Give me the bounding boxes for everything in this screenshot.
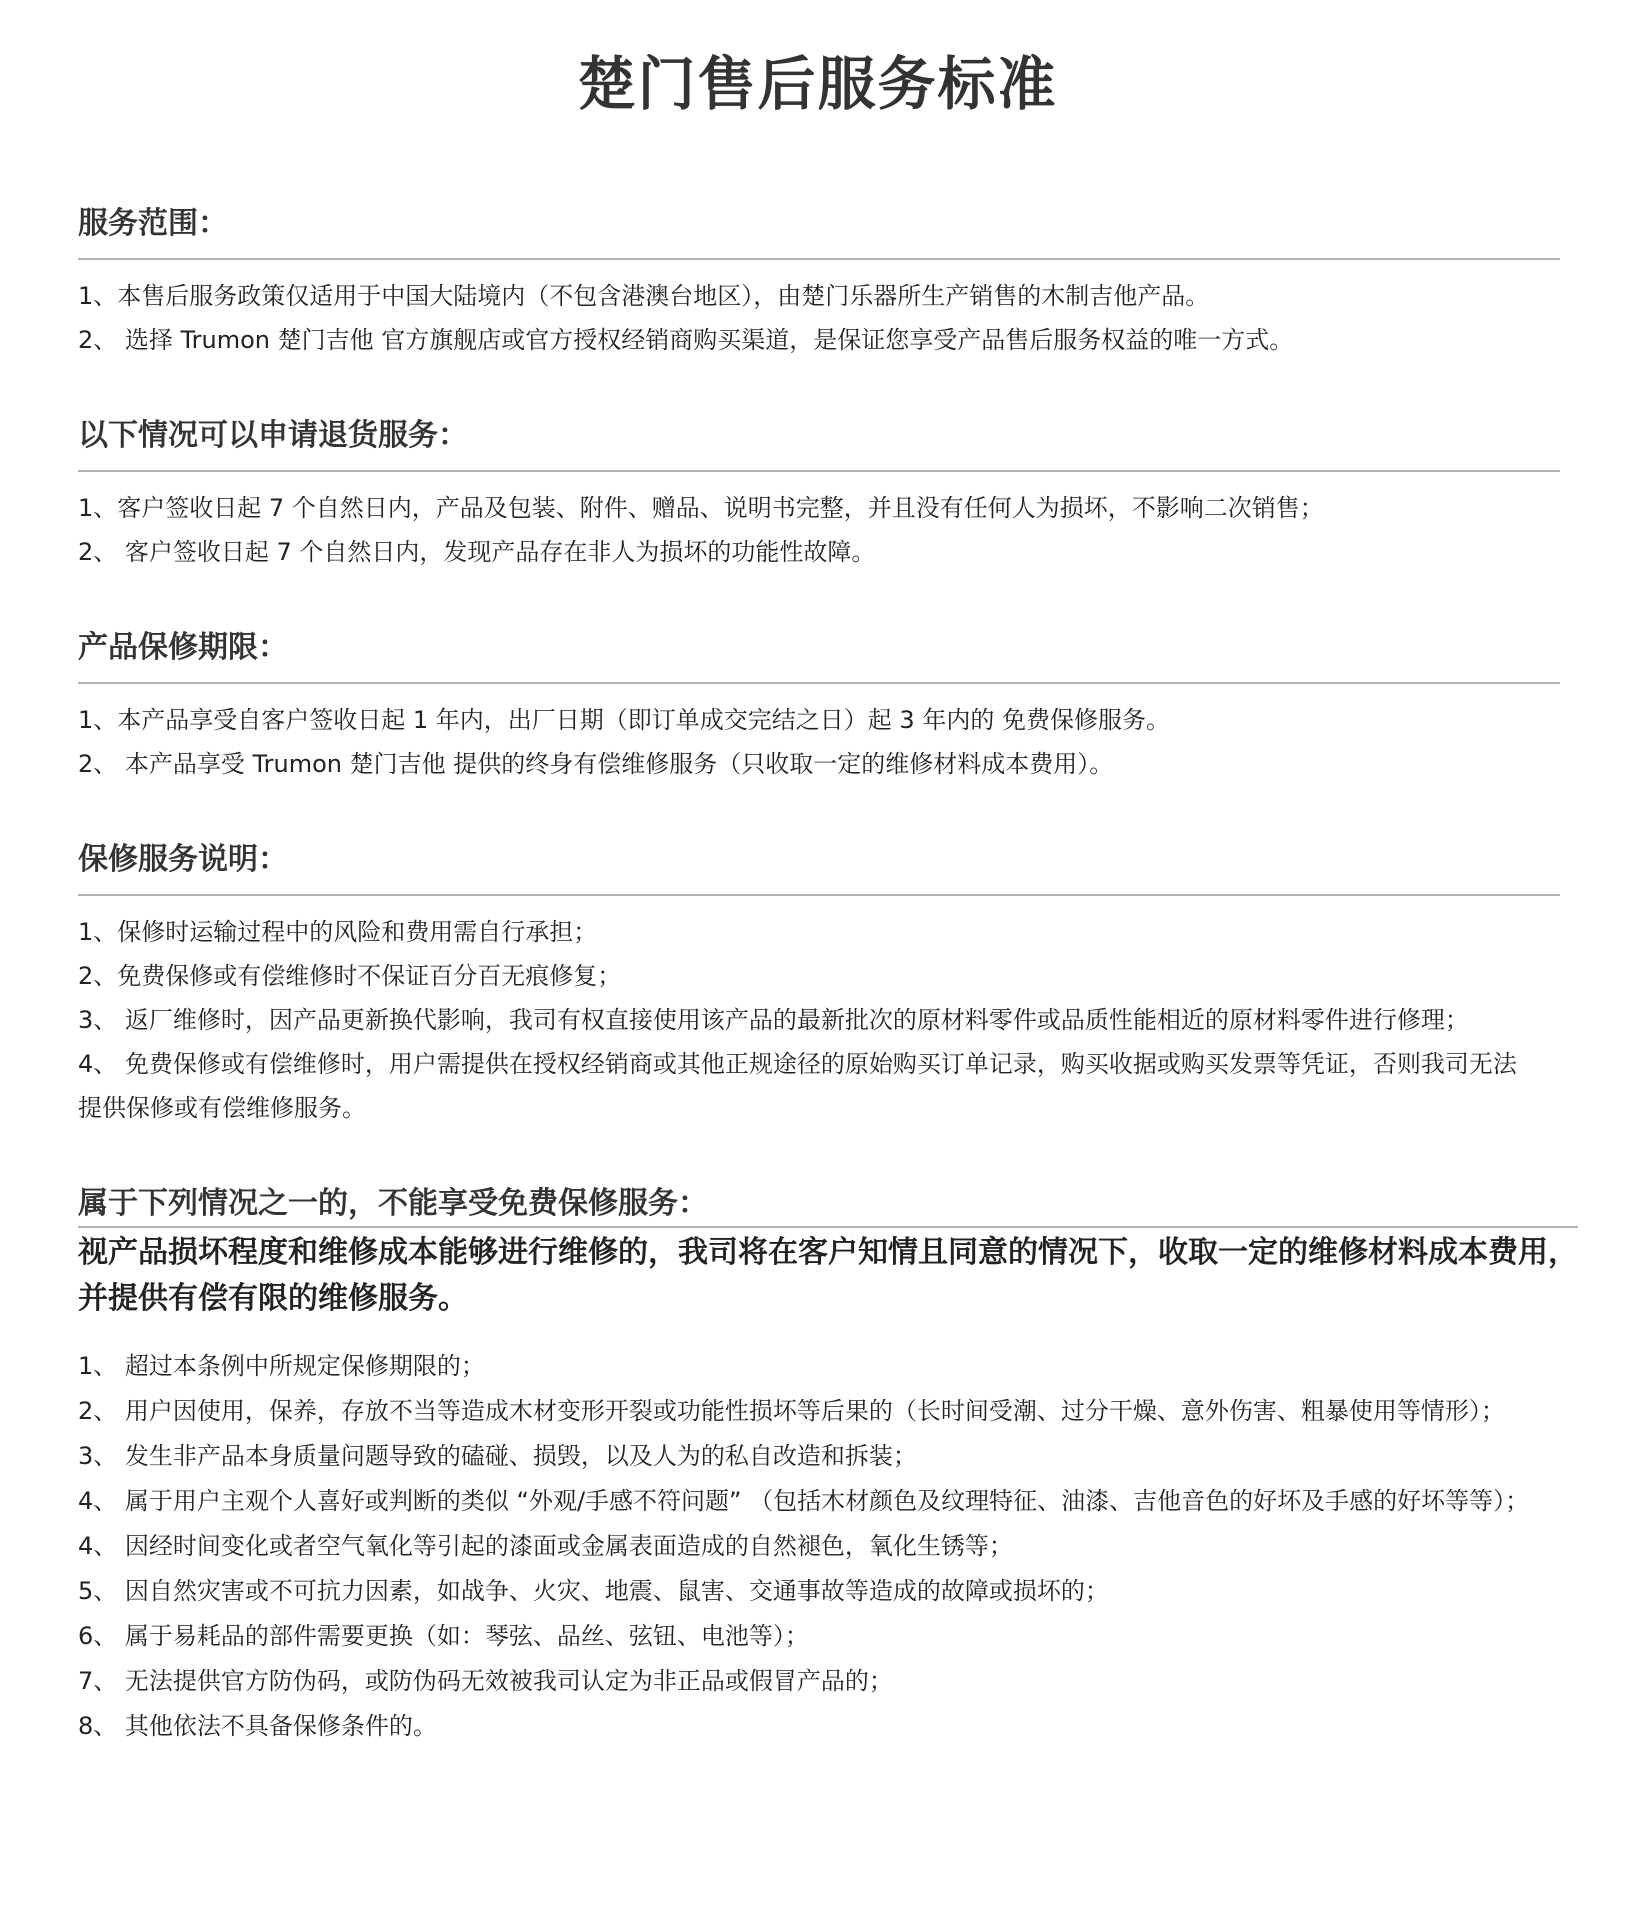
exclusions-note: 视产品损坏程度和维修成本能够进行维修的，我司将在客户知情且同意的情况下，收取一定的维修材料成本费用，并提供有偿有限的维修服务。 <box>78 1226 1578 1322</box>
list-item: 2、 客户签收日起 7 个自然日内，发现产品存在非人为损坏的功能性故障。 <box>78 538 876 566</box>
list-item: 5、 因自然灾害或不可抗力因素，如战争、火灾、地震、鼠害、交通事故等造成的故障或损坏的； <box>78 1577 1109 1605</box>
list-item: 4、 免费保修或有偿维修时，用户需提供在授权经销商或其他正规途径的原始购买订单记录，购买收据或购买发票等凭证，否则我司无法提供保修或有偿维修服务。 <box>78 1050 1517 1122</box>
list-item: 3、 发生非产品本身质量问题导致的磕碰、损毁，以及人为的私自改造和拆装； <box>78 1442 917 1470</box>
section-service-scope <box>78 164 1557 362</box>
section-exclusions <box>78 1130 1578 1749</box>
section-list <box>78 260 1557 362</box>
list-item: 4、 属于用户主观个人喜好或判断的类似 “外观/手感不符问题” （包括木材颜色及纹理特征、油漆、吉他音色的好坏及手感的好坏等等）； <box>78 1487 1530 1515</box>
list-item: 1、客户签收日起 7 个自然日内，产品及包装、附件、赠品、说明书完整，并且没有任何人为损坏，不影响二次销售； <box>78 494 1324 522</box>
list-item: 2、免费保修或有偿维修时不保证百分百无痕修复； <box>78 962 622 990</box>
list-item: 2、 用户因使用，保养，存放不当等造成木材变形开裂或功能性损坏等后果的（长时间受潮、过分干燥、意外伤害、粗暴使用等情形）； <box>78 1397 1505 1425</box>
list-item: 7、 无法提供官方防伪码，或防伪码无效被我司认定为非正品或假冒产品的； <box>78 1667 893 1695</box>
list-item: 1、本产品享受自客户签收日起 1 年内，出厂日期（即订单成交完结之日）起 3 年内的 免费保修服务。 <box>78 706 1170 734</box>
section-list <box>78 1322 1557 1749</box>
list-item: 6、 属于易耗品的部件需要更换（如：琴弦、品丝、弦钮、电池等）； <box>78 1622 809 1650</box>
list-item: 1、保修时运输过程中的风险和费用需自行承担； <box>78 918 598 946</box>
section-heading: 以下情况可以申请退货服务： <box>78 362 1560 472</box>
list-item: 8、 其他依法不具备保修条件的。 <box>78 1712 437 1740</box>
section-heading: 产品保修期限： <box>78 574 1560 684</box>
section-list <box>78 472 1557 574</box>
section-warranty-period <box>78 574 1557 786</box>
section-list <box>78 684 1557 786</box>
section-return-service <box>78 362 1557 574</box>
list-item: 4、 因经时间变化或者空气氧化等引起的漆面或金属表面造成的自然褪色，氧化生锈等； <box>78 1532 1013 1560</box>
list-item: 2、 本产品享受 Trumon 楚门吉他 提供的终身有偿维修服务（只收取一定的维修材料成本费用）。 <box>78 750 1114 778</box>
list-item: 1、 超过本条例中所规定保修期限的； <box>78 1352 485 1380</box>
list-item: 1、本售后服务政策仅适用于中国大陆境内（不包含港澳台地区），由楚门乐器所生产销售的木制吉他产品。 <box>78 282 1210 310</box>
section-heading: 服务范围： <box>78 164 1560 260</box>
section-list <box>78 896 1557 1130</box>
page-title: 楚门售后服务标准 <box>577 50 1058 118</box>
list-item: 3、 返厂维修时，因产品更新换代影响，我司有权直接使用该产品的最新批次的原材料零件或品质性能相近的原材料零件进行修理； <box>78 1006 1469 1034</box>
section-heading: 属于下列情况之一的，不能享受免费保修服务： <box>78 1186 708 1221</box>
section-warranty-notes <box>78 786 1557 1130</box>
section-heading: 保修服务说明： <box>78 786 1560 896</box>
list-item: 2、 选择 Trumon 楚门吉他 官方旗舰店或官方授权经销商购买渠道，是保证您享受产品售后服务权益的唯一方式。 <box>78 326 1294 354</box>
